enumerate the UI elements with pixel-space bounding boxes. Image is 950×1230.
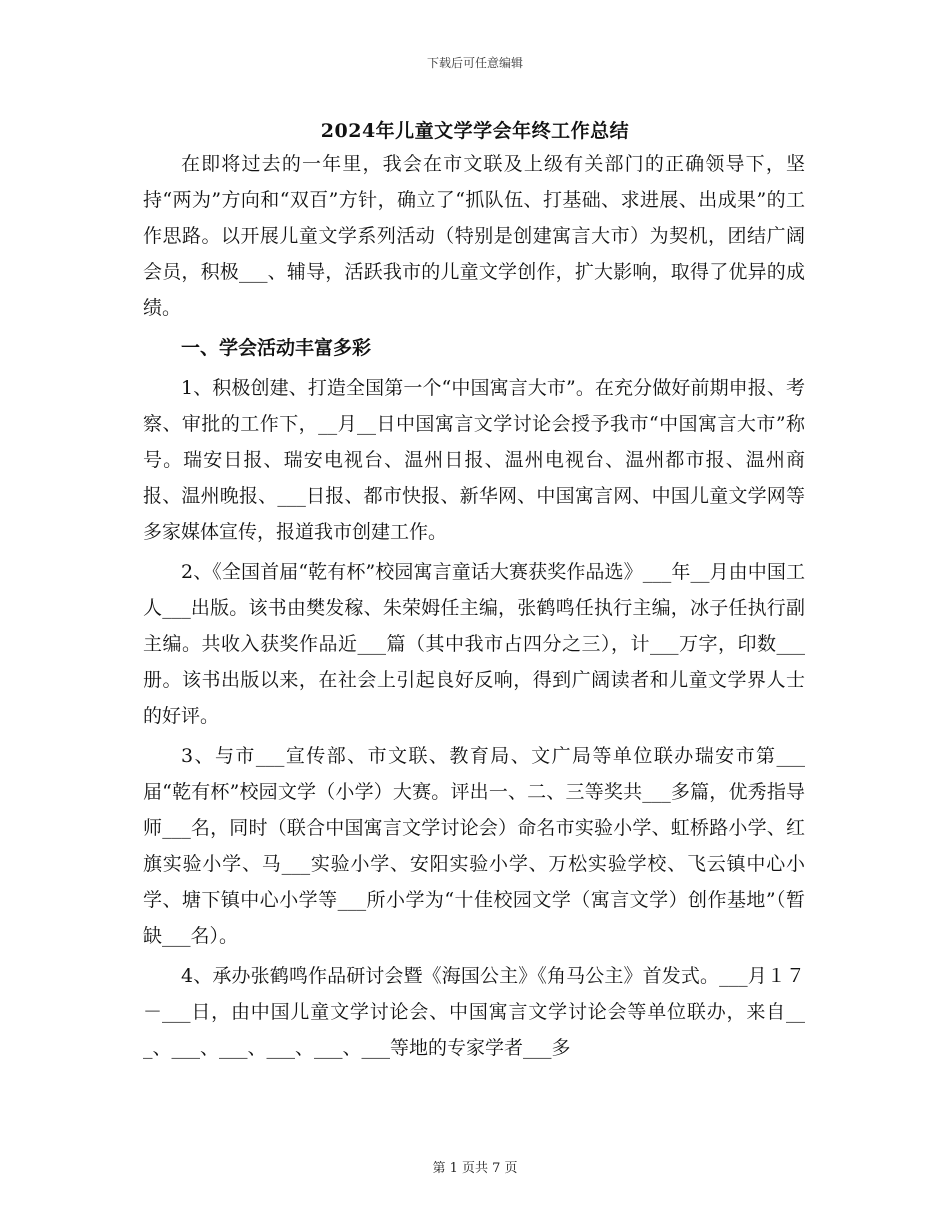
- document-title: 2024年儿童文学学会年终工作总结: [320, 120, 630, 142]
- document-body: [143, 146, 805, 1066]
- paragraph-3: 3、与市___宣传部、市文联、教育局、文广局等单位联办瑞安市第___届“乾有杯”校园文学（小学）大赛。评出一、二、三等奖共___多篇，优秀指导师___名，同时（联合中国寓言文学讨论会）命名市实验小学、虹桥路小学、红旗实验小学、马___实验小学、安阳实验小学、万松实验学校、飞云镇中心小学、塘下镇中心小学等___所小学为“十佳校园文学（寓言文学）创作基地”（暂缺___名）。: [143, 745, 805, 947]
- paragraph-2: 2、《全国首届“乾有杯”校园寓言童话大赛获奖作品选》___年__月由中国工人___出版。该书由樊发稼、朱荣姆任主编，张鹤鸣任执行主编，冰子任执行副主编。共收入获奖作品近___篇（其中我市占四分之三），计___万字，印数___册。该书出版以来，在社会上引起良好反响，得到广阔读者和儿童文学界人士的好评。: [143, 561, 805, 727]
- paragraph-4: 4、承办张鹤鸣作品研讨会暨《海国公主》《角马公主》首发式。___月１７－___日，由中国儿童文学讨论会、中国寓言文学讨论会等单位联办，来自___、___、___、___、___、___等地的专家学者___多: [143, 965, 805, 1059]
- intro-paragraph: 在即将过去的一年里，我会在市文联及上级有关部门的正确领导下，坚持“两为”方向和“双百”方针，确立了“抓队伍、打基础、求进展、出成果”的工作思路。以开展儿童文学系列活动（特别是创建寓言大市）为契机，团结广阔会员，积极___、辅导，活跃我市的儿童文学创作，扩大影响，取得了优异的成绩。: [143, 153, 805, 319]
- page-number: 第 1 页共 7 页: [432, 1161, 518, 1176]
- section-heading: 一、学会活动丰富多彩: [181, 337, 372, 359]
- header-note: 下载后可任意编辑: [426, 56, 523, 70]
- paragraph-1: 1、积极创建、打造全国第一个“中国寓言大市”。在充分做好前期申报、考察、审批的工作下，__月__日中国寓言文学讨论会授予我市“中国寓言大市”称号。瑞安日报、瑞安电视台、温州日报、温州电视台、温州都市报、温州商报、温州晚报、___日报、都市快报、新华网、中国寓言网、中国儿童文学网等多家媒体宣传，报道我市创建工作。: [143, 377, 805, 543]
